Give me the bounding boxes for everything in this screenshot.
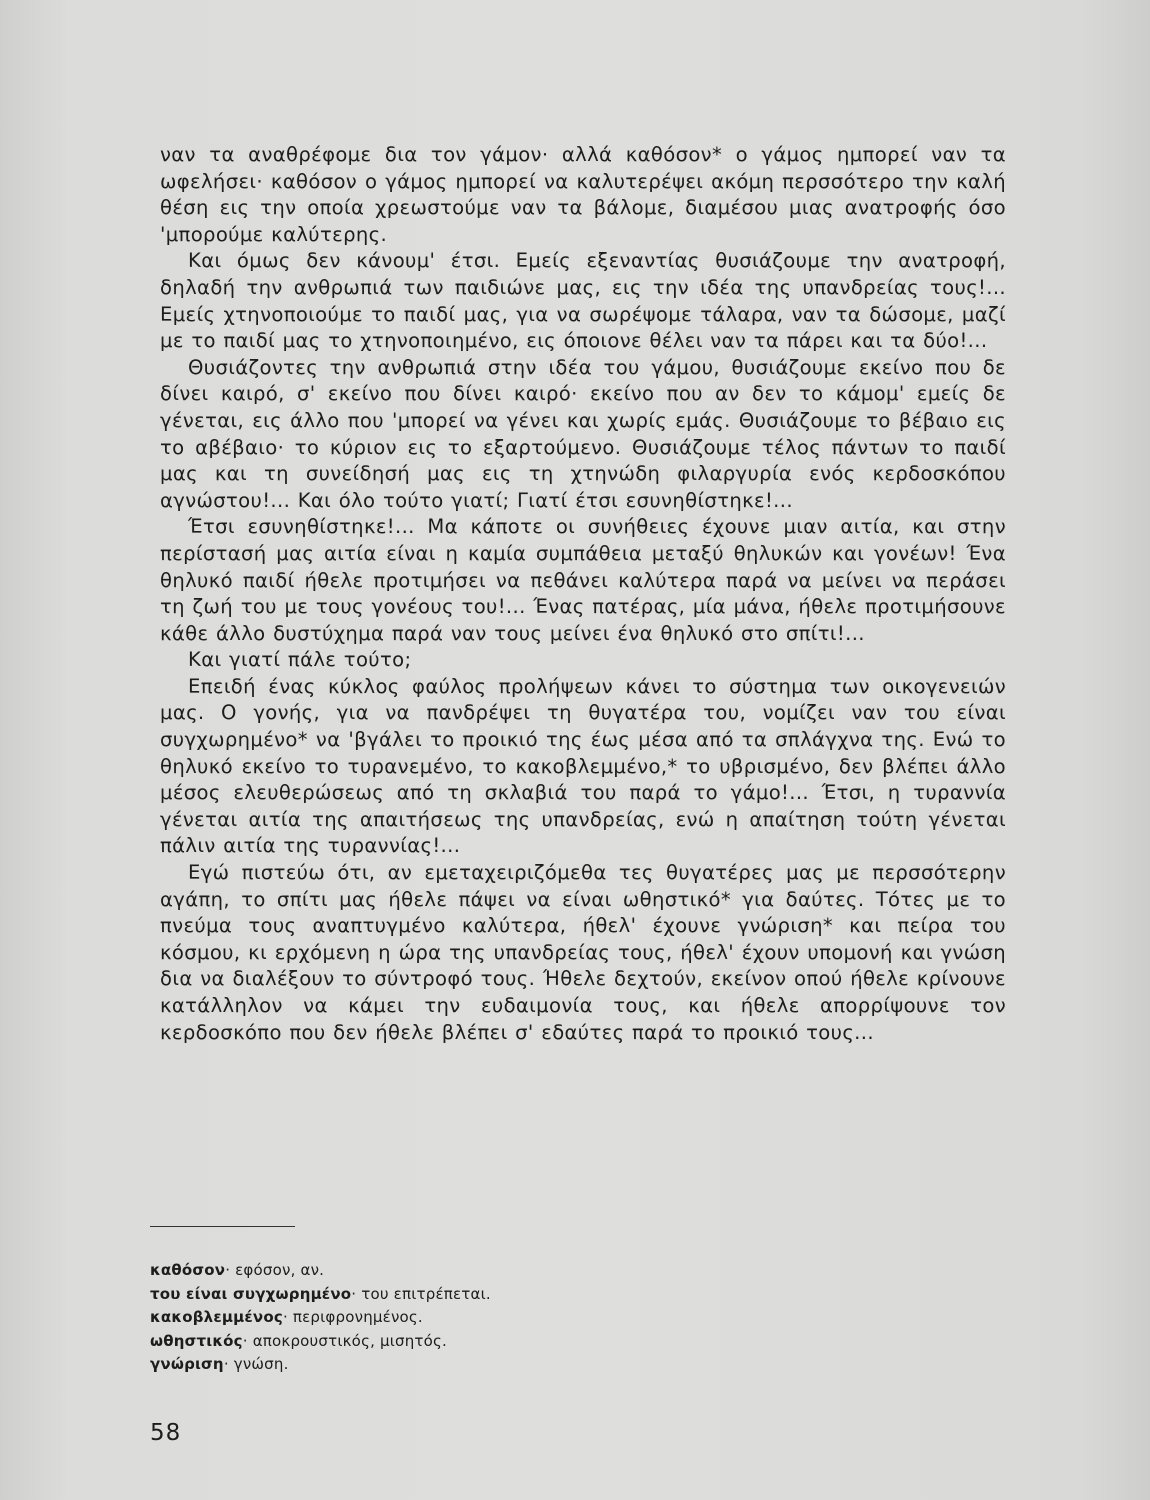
paragraph: Εγώ πιστεύω ότι, αν εμεταχειριζόμεθα τες θυγατέρες μας με περσσότερην αγάπη, το σπίτι μας ήθελε πάψει να είναι ωθηστικό* για δαύτες. Τότες με το πνεύμα τους αναπτυγμένο καλύτερα, ήθελ' έχουνε γνώριση* και πείρα του κόσμου, κι ερχόμενη η ώρα της υπανδρείας τους, ήθελ' έχουν υπομονή και γνώση δια να διαλέξουν το σύντροφό τους. Ήθελε δεχτούν, εκείνον οπού ήθελε κρίνουνε κατάλληλον να κάμει την ευδαιμονία τους, και ήθελε απορρίψουνε τον κερδοσκόπο που δεν ήθελε βλέπει σ' εδαύτες παρά το προικιό τους... bbox=[160, 861, 1006, 1044]
footnotes bbox=[150, 1259, 750, 1377]
footnote-separator bbox=[150, 1226, 295, 1227]
paragraph: Έτσι εσυνηθίστηκε!... Μα κάποτε οι συνήθειες έχουνε μιαν αιτία, και στην περίστασή μας αιτία είναι η καμία συμπάθεια μεταξύ θηλυκών και γονέων! Ένα θηλυκό παιδί ήθελε προτιμήσει να πεθάνει καλύτερα παρά να μείνει να περάσει τη ζωή του με τους γονέους του!... Ένας πατέρας, μία μάνα, ήθελε προτιμήσουνε κάθε άλλο δυστύχημα παρά ναν τους μείνει ένα θηλυκό στο σπίτι!... bbox=[160, 515, 1006, 645]
footnote-term: του είναι συγχωρημένο bbox=[150, 1284, 352, 1303]
footnote-term: ωθηστικός bbox=[150, 1331, 243, 1350]
footnote: καθόσον· εφόσον, αν. bbox=[150, 1261, 325, 1279]
footnote: του είναι συγχωρημένο· του επιτρέπεται. bbox=[150, 1284, 491, 1303]
footnote: κακοβλεμμένος· περιφρονημένος. bbox=[150, 1308, 423, 1326]
footnote-definition: εφόσον, αν. bbox=[235, 1261, 325, 1279]
footnote-term: καθόσον bbox=[150, 1261, 226, 1279]
paragraph: ναν τα αναθρέφομε δια τον γάμον· αλλά καθόσον* ο γάμος ημπορεί ναν τα ωφελήσει· καθόσον ο γάμος ημπορεί να καλυτερέψει ακόμη περσσότερο την καλή θέση εις την οποία χρεωστούμε ναν τα βάλομε, διαμέσου μιας ανατροφής όσο 'μπορούμε καλύτερης. bbox=[160, 143, 1006, 246]
paragraph: Θυσιάζοντες την ανθρωπιά στην ιδέα του γάμου, θυσιάζουμε εκείνο που δε δίνει καιρό, σ' εκείνο που δίνει καιρό· εκείνο που αν δεν το κάμομ' εμείς δε γένεται, εις άλλο που 'μπορεί να γένει και χωρίς εμάς. Θυσιάζουμε το βέβαιο εις το αβέβαιο· το κύριον εις το εξαρτούμενο. Θυσιάζουμε τέλος πάντων το παιδί μας και τη συνείδησή μας εις τη χτηνώδη φιλαργυρία ενός κερδοσκόπου αγνώστου!... Και όλο τούτο γιατί; Γιατί έτσι εσυνηθίστηκε!... bbox=[160, 355, 1006, 512]
page-number: 58 bbox=[150, 1420, 182, 1446]
paragraph: Και γιατί πάλε τούτο; bbox=[188, 648, 412, 672]
footnote-definition: περιφρονημένος. bbox=[292, 1308, 423, 1326]
footnote-term: κακοβλεμμένος bbox=[150, 1308, 283, 1326]
footnote: γνώριση· γνώση. bbox=[150, 1355, 289, 1373]
footnote: ωθηστικός· αποκρουστικός, μισητός. bbox=[150, 1331, 448, 1350]
paragraph: Επειδή ένας κύκλος φαύλος προλήψεων κάνει το σύστημα των οικογενειών μας. Ο γονής, για να πανδρέψει τη θυγατέρα του, νομίζει ναν του είναι συγχωρημένο* να 'βγάλει το προικιό της έως μέσα από τα σπλάγχνα της. Ενώ το θηλυκό εκείνο το τυρανεμένο, το κακοβλεμμένο,* το υβρισμένο, δεν βλέπει άλλο μέσος ελευθερώσεως από τη σκλαβιά του παρά το γάμο!... Έτσι, η τυραννία γένεται αιτία της απαιτήσεως της υπανδρείας, ενώ η απαίτηση τούτη γένεται πάλιν αιτία της τυραννίας!... bbox=[160, 674, 1006, 858]
main-text bbox=[160, 142, 1006, 1046]
footnote-definition: αποκρουστικός, μισητός. bbox=[252, 1331, 448, 1350]
footnote-term: γνώριση bbox=[150, 1355, 224, 1373]
paragraph: Και όμως δεν κάνουμ' έτσι. Εμείς εξεναντίας θυσιάζουμε την ανατροφή, δηλαδή την ανθρωπιά των παιδιώνε μας, εις την ιδέα της υπανδρείας τους!... Εμείς χτηνοποιούμε το παιδί μας, για να σωρέψομε τάλαρα, ναν τα δώσομε, μαζί με το παιδί μας το χτηνοποιημένο, εις όποιονε θέλει ναν τα πάρει και τα δύο!... bbox=[160, 249, 1006, 353]
footnote-definition: γνώση. bbox=[233, 1355, 289, 1373]
footnote-definition: του επιτρέπεται. bbox=[361, 1284, 491, 1303]
